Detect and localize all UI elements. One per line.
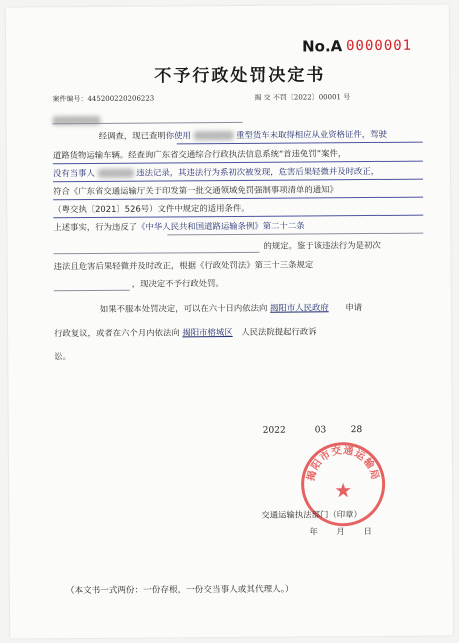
document-title: 不予行政处罚决定书 [154,65,326,87]
body-line-3: 没有当事人 违法记录，其违法行为系初次被发现，危害后果轻微并及时改正， [52,165,380,179]
body-line-6: 上述事实，行为违反了《中华人民共和国道路运输条例》第二十二条 [53,220,305,233]
footer-note: （本文书一式两份：一份存根，一份交当事人或其代理人。） [65,584,294,597]
seal-star: ★ [334,478,353,503]
underline-2 [53,161,423,165]
body-line-10: 如果不服本处罚决定，可以在六十日内依法向 揭阳市人民政府 申请 [99,302,363,314]
date-line: 年 月 日 [309,526,372,537]
case-number: 案件编号：445200220206223 [52,94,155,104]
underline-1 [177,142,423,145]
date-month: 03 [314,425,327,436]
addressee-underline [53,122,243,124]
doc-number-value: 0000001 [346,37,413,55]
underline-3 [53,179,423,183]
issuer-label: 交通运输执法部门（印章） [261,509,362,520]
body-line-5: （粤交执〔2021〕526号）文件中规定的适用条件。 [53,202,250,215]
decision-number: 揭 交 不罚〔2022〕00001 号 [254,93,351,102]
body-line-2: 道路货物运输车辆。经查询广东省交通综合行政执法信息系统“首违免罚”案件， [52,148,347,161]
body-line-4: 符合《广东省交通运输厅关于印发第一批交通领域免罚强制事项清单的通知》 [53,184,338,197]
document-page [6,4,453,638]
underline-9-blank [54,290,130,292]
underline-5 [53,215,423,219]
body-line-9: ，现决定不予行政处罚。 [131,278,224,289]
doc-number-label: No.A [302,37,343,56]
body-line-8: 违法且危害后果轻微并及时改正，根据《行政处罚法》第三十三条规定 [53,259,314,272]
underline-7-blank [54,252,260,254]
underline-6 [167,233,423,236]
addressee-redacted [53,110,101,129]
body-line-1: 经调查，现已查明你使用 重型货车未取得相应从业资格证件，驾驶 [98,128,387,141]
body-line-7: 的规定。鉴于该违法行为是初次 [263,239,381,251]
body-line-12: 讼。 [54,351,72,362]
underline-4 [53,197,423,201]
seal-text: 揭阳市交通运输局 [305,445,381,483]
date-day: 28 [350,425,363,436]
date-year: 2022 [262,425,286,436]
body-line-11: 行政复议，或者在六个月内依法向 揭阳市榕城区 人民法院提起行政诉 [54,326,317,339]
